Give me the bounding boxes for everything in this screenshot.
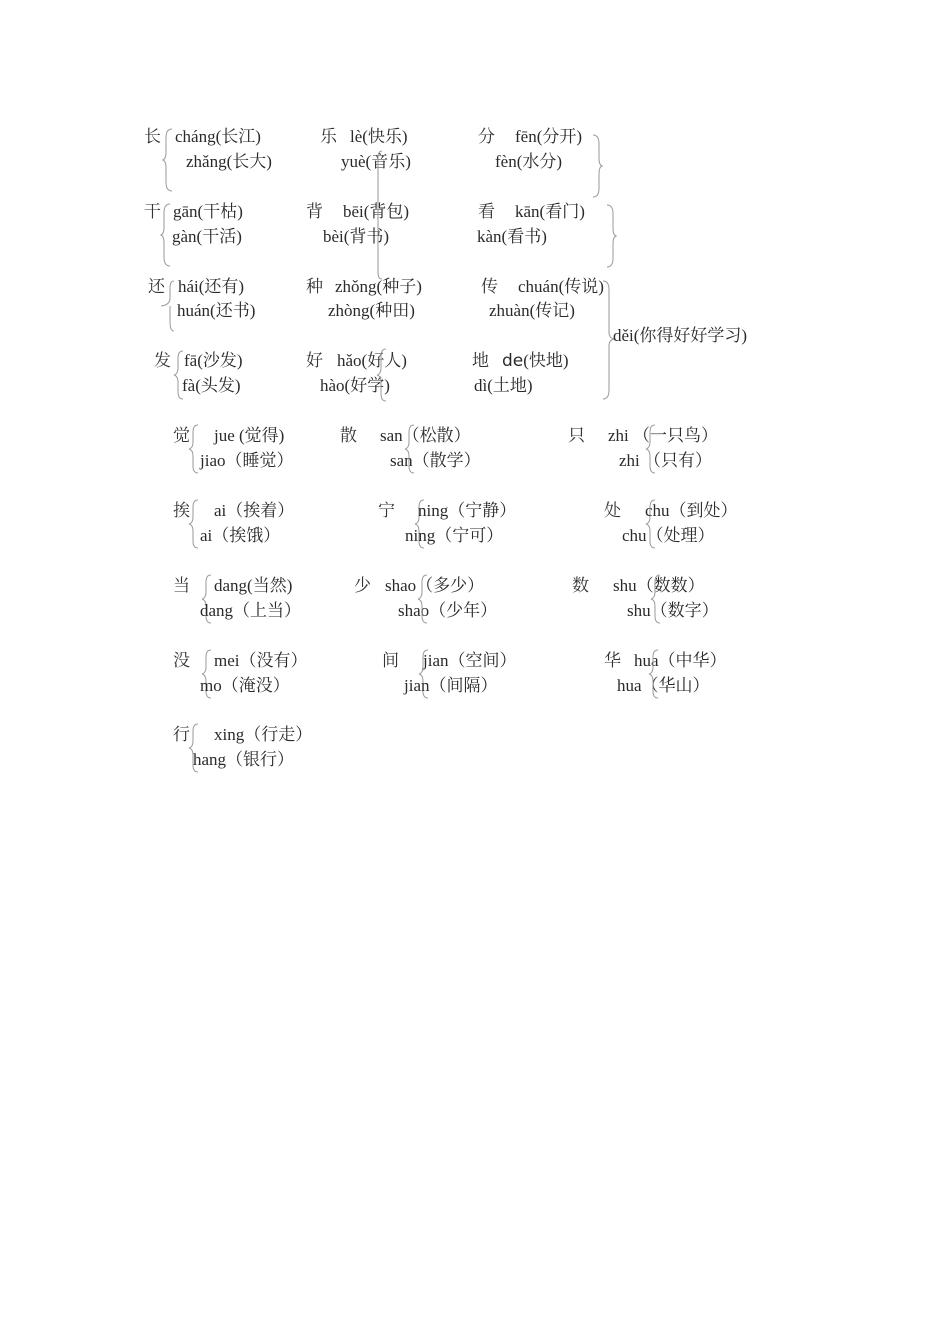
reading-jian-2: jian（间隔） bbox=[404, 676, 498, 695]
reading-hua-1: hua（中华） bbox=[634, 651, 727, 670]
char-mei: 没 bbox=[173, 651, 190, 670]
reading-dei: děi(你得好好学习) bbox=[613, 326, 748, 345]
brace-hua bbox=[648, 649, 660, 699]
reading-jue-1: jue (觉得) bbox=[214, 426, 285, 445]
char-kan: 看 bbox=[478, 202, 495, 221]
reading-fa-1: fā(沙发) bbox=[184, 351, 243, 370]
char-jian: 间 bbox=[382, 651, 399, 670]
reading-bei-1: bēi(背包) bbox=[343, 202, 410, 221]
char-xing: 行 bbox=[173, 725, 190, 744]
reading-zhong-2: zhòng(种田) bbox=[328, 301, 415, 320]
reading-jue-2: jiao（睡觉） bbox=[200, 451, 294, 470]
reading-ning-1: ning（宁静） bbox=[418, 501, 517, 520]
reading-kan-2: kàn(看书) bbox=[477, 227, 547, 246]
reading-chang-2: zhǎng(长大) bbox=[186, 152, 272, 171]
reading-xing-2: hang（银行） bbox=[193, 750, 295, 769]
reading-di-1-word: (快地) bbox=[523, 351, 569, 370]
reading-fen-1: fēn(分开) bbox=[515, 127, 583, 146]
brace-bei-le bbox=[374, 150, 386, 280]
reading-le-2: yuè(音乐) bbox=[341, 152, 411, 171]
reading-chang-1: cháng(长江) bbox=[175, 127, 261, 146]
reading-zhong-1: zhǒng(种子) bbox=[335, 277, 422, 296]
brace-fen bbox=[592, 134, 604, 198]
reading-chu-1: chu（到处） bbox=[645, 501, 738, 520]
char-ning: 宁 bbox=[378, 501, 395, 520]
char-fa: 发 bbox=[154, 351, 171, 370]
char-dang: 当 bbox=[173, 576, 190, 595]
reading-hua-2: hua（华山） bbox=[617, 676, 710, 695]
reading-hao-2: hào(好学) bbox=[320, 376, 390, 395]
reading-di-1-pinyin: de bbox=[502, 351, 524, 371]
reading-fen-2: fèn(水分) bbox=[495, 152, 563, 171]
char-bei: 背 bbox=[306, 202, 323, 221]
char-san: 散 bbox=[340, 426, 357, 445]
reading-huan-2: huán(还书) bbox=[177, 301, 256, 320]
reading-jian-1: jian（空间） bbox=[423, 651, 517, 670]
char-shu: 数 bbox=[572, 576, 589, 595]
reading-ai-1: ai（挨着） bbox=[214, 501, 295, 520]
char-zhong: 种 bbox=[306, 277, 323, 296]
reading-bei-2: bèi(背书) bbox=[323, 227, 390, 246]
reading-san-2: san（散学） bbox=[390, 451, 481, 470]
reading-xing-1: xing（行走） bbox=[214, 725, 313, 744]
char-hao: 好 bbox=[306, 351, 323, 370]
char-chang: 长 bbox=[144, 127, 161, 146]
reading-dang-2: dang（上当） bbox=[200, 601, 302, 620]
reading-san-1: san（松散） bbox=[380, 426, 471, 445]
reading-gan-1: gān(干枯) bbox=[173, 202, 243, 221]
char-huan: 还 bbox=[148, 277, 165, 296]
brace-kan bbox=[606, 204, 618, 268]
reading-le-1: lè(快乐) bbox=[350, 127, 408, 146]
reading-mei-2: mo（淹没） bbox=[200, 676, 290, 695]
reading-mei-1: mei（没有） bbox=[214, 651, 308, 670]
char-ai: 挨 bbox=[173, 501, 190, 520]
brace-gan bbox=[160, 203, 172, 267]
reading-shu-1: shu（数数） bbox=[613, 576, 705, 595]
brace-san bbox=[404, 424, 416, 474]
char-shao: 少 bbox=[354, 576, 371, 595]
char-gan: 干 bbox=[144, 202, 161, 221]
brace-chang bbox=[162, 128, 174, 192]
reading-ai-2: ai（挨饿） bbox=[200, 526, 281, 545]
brace-hao bbox=[376, 348, 388, 402]
char-chu: 处 bbox=[604, 501, 621, 520]
reading-shao-1: shao（多少） bbox=[385, 576, 485, 595]
reading-gan-2: gàn(干活) bbox=[172, 227, 242, 246]
reading-di-2: dì(土地) bbox=[474, 376, 533, 395]
reading-ning-2: ning（宁可） bbox=[405, 526, 504, 545]
char-fen: 分 bbox=[478, 127, 495, 146]
brace-shu bbox=[650, 574, 662, 624]
reading-chuan-1: chuán(传说) bbox=[518, 277, 604, 296]
reading-zhi-1: zhi （一只鸟） bbox=[608, 426, 719, 445]
reading-hao-1: hǎo(好人) bbox=[337, 351, 407, 370]
char-di: 地 bbox=[472, 351, 489, 370]
reading-fa-2: fà(头发) bbox=[182, 376, 241, 395]
reading-chu-2: chu（处理） bbox=[622, 526, 715, 545]
brace-jue bbox=[188, 424, 200, 474]
brace-ai bbox=[188, 499, 200, 549]
char-zhi: 只 bbox=[568, 426, 585, 445]
brace-shao bbox=[417, 574, 429, 624]
reading-chuan-2: zhuàn(传记) bbox=[489, 301, 575, 320]
reading-shu-2: shu（数字） bbox=[627, 601, 719, 620]
char-jue: 觉 bbox=[173, 426, 190, 445]
char-le: 乐 bbox=[320, 127, 337, 146]
reading-dang-1: dang(当然) bbox=[214, 576, 293, 595]
reading-huan-1: hái(还有) bbox=[178, 277, 245, 296]
brace-zhi bbox=[645, 424, 657, 474]
char-hua: 华 bbox=[604, 651, 621, 670]
char-chuan: 传 bbox=[481, 277, 498, 296]
reading-shao-2: shao（少年） bbox=[398, 601, 498, 620]
reading-di-1 bbox=[502, 351, 569, 371]
reading-kan-1: kān(看门) bbox=[515, 202, 585, 221]
brace-huan bbox=[160, 280, 176, 332]
reading-zhi-2: zhi （只有） bbox=[619, 451, 713, 470]
